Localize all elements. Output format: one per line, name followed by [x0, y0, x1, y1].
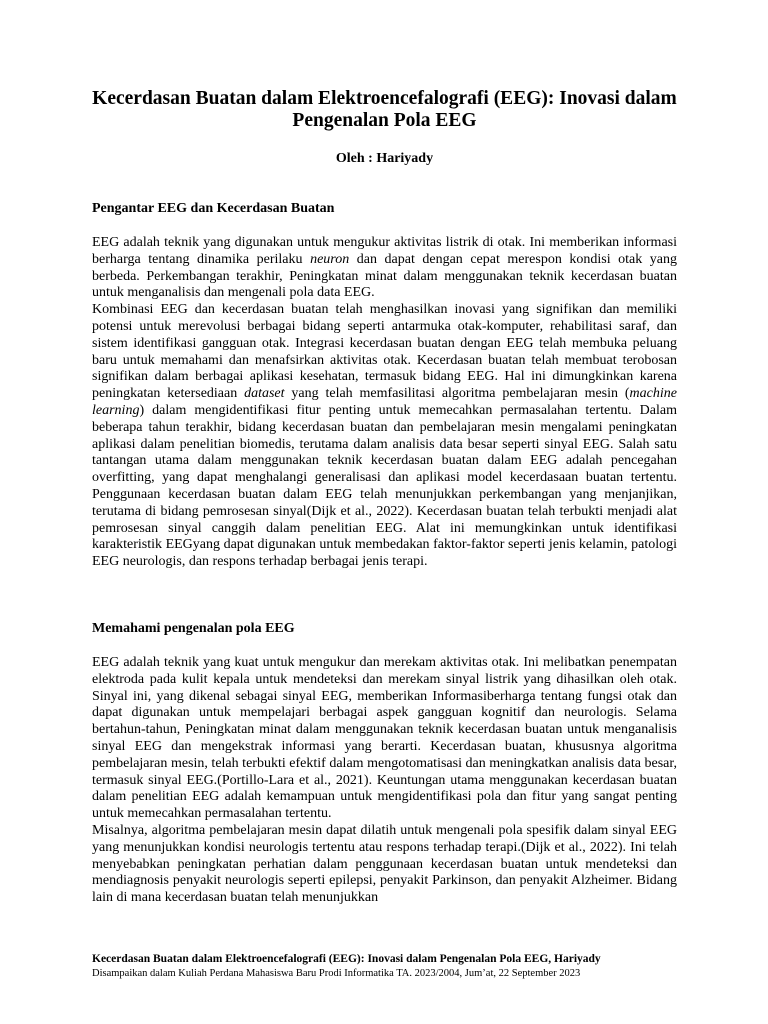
- italic-term: dataset: [244, 386, 285, 402]
- section-heading: Pengantar EEG dan Kecerdasan Buatan: [92, 201, 335, 216]
- footer-title: Kecerdasan Buatan dalam Elektroencefalografi (EEG): Inovasi dalam Pengenalan Pola EEG, Hariyady: [92, 953, 601, 965]
- document-page: [92, 0, 677, 1024]
- paragraph: [92, 235, 677, 302]
- text-run: dan dapat dengan cepat merespon kondisi otak yang berbeda. Perkembangan terakhir, Peningkatan minat dalam menggunakan teknik kecerdasan buatan untuk menganalisis dan mengenali pola data EEG.: [92, 251, 678, 301]
- paragraph: Misalnya, algoritma pembelajaran mesin dapat dilatih untuk mengenali pola spesifik dalam sinyal EEG yang menunjukkan kondisi neurologis tertentu atau respons terhadap terapi.(Dijk et al., 2022). Ini telah menyebabkan peningkatan perhatian dalam penggunaan kecerdasan buatan untuk mendeteksi dan mendiagnosis penyakit neurologis seperti epilepsi, penyakit Parkinson, dan penyakit Alzheimer. Bidang lain di mana kecerdasan buatan telah menunjukkan: [92, 822, 677, 906]
- text-run: ) dalam mengidentifikasi fitur penting untuk memecahkan permasalahan tertentu. Dalam beberapa tahun terakhir, bidang kecerdasan buatan dan pembelajaran mesin mengalami peningkatan aplikasi dalam penelitian biomedis, terutama dalam analisis data besar seperti sinyal EEG. Salah satu tantangan utama dalam menggunakan teknik kecerdasan buatan dalam EEG adalah pencegahan overfitting, yang dapat menghalangi generalisasi dan aplikasi model kecerdasaan buatan tertentu. Penggunaan kecerdasan buatan dalam EEG telah menunjukkan perkembangan yang menjanjikan, terutama di bidang pemrosesan sinyal(Dijk et al., 2022). Kecerdasan buatan telah terbukti menjadi alat pemrosesan sinyal canggih dalam penelitian EEG. Alat ini memungkinkan untuk identifikasi karakteristik EEGyang dapat digunakan untuk membedakan faktor-faktor seperti jenis kelamin, patologi EEG neurologis, dan respons terhadap berbagai jenis terapi.: [92, 402, 677, 570]
- paragraph: EEG adalah teknik yang kuat untuk mengukur dan merekam aktivitas otak. Ini melibatkan penempatan elektroda pada kulit kepala untuk mendeteksi dan merekam sinyal listrik yang dihasilkan oleh otak. Sinyal ini, yang dikenal sebagai sinyal EEG, memberikan Informasiberharga tentang fungsi otak dan dapat digunakan untuk mempelajari berbagai aspek gangguan kognitif dan neurologis. Selama bertahun-tahun, Peningkatan minat dalam menggunakan teknik kecerdasan buatan untuk menganalisis sinyal EEG dan mengekstrak informasi yang berarti. Kecerdasan buatan, khususnya algoritma pembelajaran mesin, telah terbukti efektif dalam mengotomatisasi dan meningkatkan analisis data besar, termasuk sinyal EEG.(Portillo-Lara et al., 2021). Keuntungan utama menggunakan kecerdasan buatan dalam penelitian EEG adalah kemampuan untuk mengidentifikasi pola dan fitur yang sangat penting untuk memecahkan permasalahan tertentu.: [92, 655, 677, 822]
- document-author: Oleh : Hariyady: [335, 151, 434, 166]
- footer-subtitle: Disampaikan dalam Kuliah Perdana Mahasiswa Baru Prodi Informatika TA. 2023/2004, Jum’at, 22 September 2023: [92, 968, 581, 979]
- paragraph: [92, 302, 677, 571]
- text-run: EEG adalah teknik yang digunakan untuk mengukur aktivitas listrik di otak. Ini memberikan informasi berharga tentang dinamika perilaku: [92, 235, 677, 267]
- italic-term: neuron: [310, 251, 350, 267]
- text-run: Kombinasi EEG dan kecerdasan buatan telah menghasilkan inovasi yang signifikan dan memiliki potensi untuk merevolusi berbagai bidang seperti antarmuka otak-komputer, rehabilitasi saraf, dan sistem identifikasi gangguan otak. Integrasi kecerdasan buatan dengan EEG telah membuka peluang baru untuk memahami dan menafsirkan aktivitas otak. Kecerdasan buatan telah membuat terobosan signifikan dalam berbagai aplikasi kesehatan, termasuk bidang EEG. Hal ini dimungkinkan karena peningkatan ketersediaan: [92, 302, 677, 402]
- document-title: Kecerdasan Buatan dalam Elektroencefalografi (EEG): Inovasi dalam Pengenalan Pola EEG: [92, 88, 677, 131]
- page-footer: [92, 952, 692, 981]
- text-run: yang telah memfasilitasi algoritma pembelajaran mesin (: [284, 386, 630, 402]
- italic-term: machine learning: [92, 386, 677, 418]
- section-memahami: [92, 620, 677, 907]
- section-heading: Memahami pengenalan pola EEG: [92, 621, 295, 636]
- section-pengantar: [92, 200, 677, 571]
